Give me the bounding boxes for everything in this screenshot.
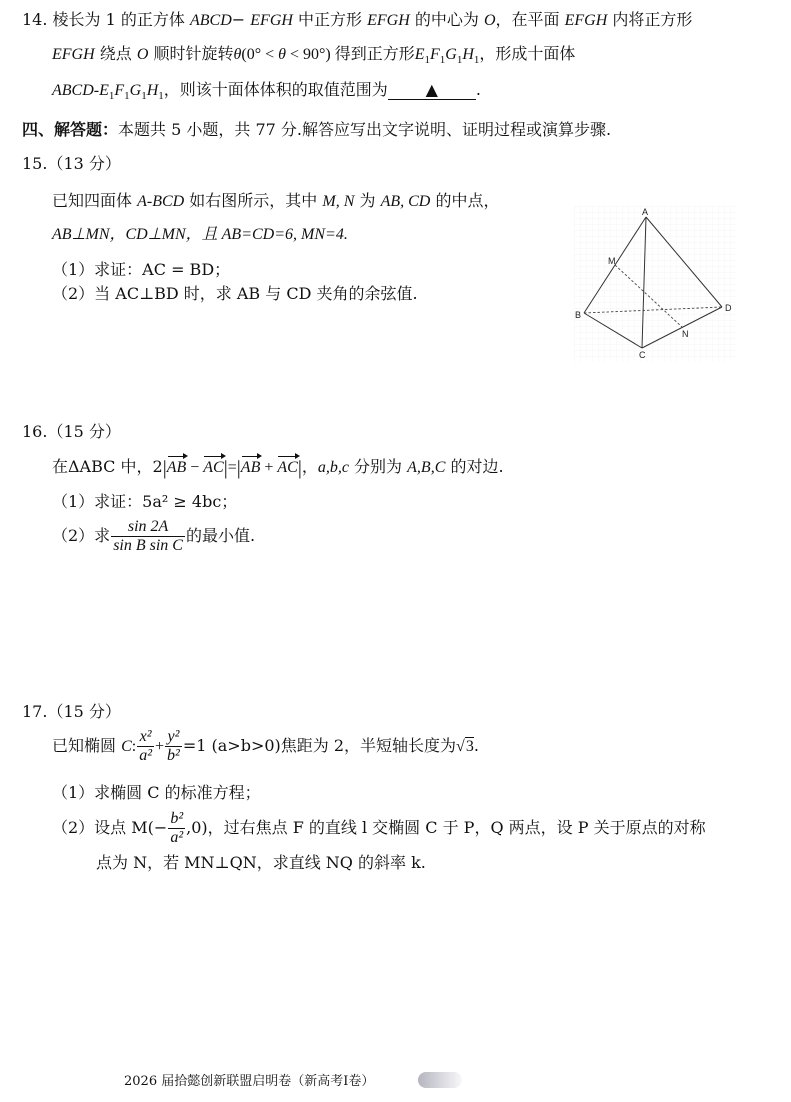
label-C: C [639, 350, 646, 360]
q14-line-3: ABCD-$E_1F_1G_1H_1$，则该十面体体积的取值范围为 ▲ . [52, 80, 481, 103]
q16-part-1: （1）求证：5a² ≥ 4bc； [52, 492, 238, 511]
q16-fraction: $\frac{\sin 2A}{\text{sin B sin C}}$ [113, 518, 183, 554]
q16-line-1: 在ΔABC 中，2|AB − AC|=|AB + AC|，a,b,c 分别为 A,B,C 的对边. [52, 457, 504, 479]
vector-AC-2: AC [277, 457, 297, 479]
q16-header: 16.（15 分） [22, 422, 121, 441]
q14-number: 14. [22, 10, 48, 29]
q17-header: 17.（15 分） [22, 702, 121, 721]
q15-line-2: AB⊥MN，CD⊥MN，且 AB=CD=6, MN=4. [52, 226, 348, 243]
q17-part-2-cont: 点为 N，若 MN⊥QN，求直线 NQ 的斜率 k. [96, 853, 426, 872]
b-a-fraction: $\frac{\text{b²}}{\text{a²}}$ [170, 810, 184, 846]
answer-blank [388, 81, 476, 100]
footer-text: 2026 届拾懿创新联盟启明卷（新高考Ⅰ卷） [124, 1074, 375, 1089]
y-fraction: $\frac{\text{y²}}{\text{b²}}$ [167, 728, 180, 764]
x-fraction: $\frac{\text{x²}}{\text{a²}}$ [139, 728, 153, 764]
sqrt-three: √3 [456, 738, 474, 755]
q14-line-2: EFGH 绕点 O 顺时针旋转θ(0° < θ < 90°) 得到正方形$E_1F_1G_1H_1$，形成十面体 [52, 44, 576, 67]
q15-part-1: （1）求证：AC = BD； [52, 260, 231, 279]
label-B: B [575, 310, 582, 320]
q15-line-1: 已知四面体 A-BCD 如右图所示，其中 M, N 为 AB, CD 的中点， [52, 191, 500, 210]
vector-AB-2: AB [241, 457, 261, 479]
label-M: M [608, 256, 616, 266]
label-N: N [682, 329, 689, 339]
label-D: D [725, 303, 732, 313]
q14-line-1: 14. 棱长为 1 的正方体 ABCD− EFGH 中正方形 EFGH 的中心为 O，在平面 EFGH 内将正方形 [22, 10, 693, 29]
vector-AC: AC [203, 457, 223, 479]
q17-part-2: （2）设点 M(− $\frac{\text{b²}}{\text{a²}}$ ,0)，过右焦点 F 的直线 l 交椭圆 C 于 P，Q 两点，设 P 关于原点的对称 [52, 810, 706, 846]
label-A: A [642, 207, 649, 217]
q17-line-1: 已知椭圆 C: $\frac{\text{x²}}{\text{a²}}$ + $\frac{\text{y²}}{\text{b²}}$ =1 (a>b>0)焦距为 2，半短轴长度为√3. [52, 728, 479, 764]
q15-header: 15.（13 分） [22, 154, 121, 173]
tetrahedron-figure [574, 206, 736, 362]
footer-redaction [418, 1072, 462, 1088]
answer-triangle-icon: ▲ [425, 80, 438, 99]
q17-part-1: （1）求椭圆 C 的标准方程； [52, 783, 261, 802]
section-description: 本题共 5 小题，共 77 分.解答应写出文字说明、证明过程或演算步骤. [118, 120, 612, 139]
figure-grid-background [574, 206, 736, 362]
q15-part-2: （2）当 AC⊥BD 时，求 AB 与 CD 夹角的余弦值. [52, 284, 418, 303]
vector-AB: AB [167, 457, 187, 479]
section-title: 四、解答题： [22, 120, 119, 139]
section-header [22, 119, 611, 141]
q16-part-2: （2）求 $\frac{\sin 2A}{\text{sin B sin C}}$ 的最小值. [52, 518, 256, 554]
